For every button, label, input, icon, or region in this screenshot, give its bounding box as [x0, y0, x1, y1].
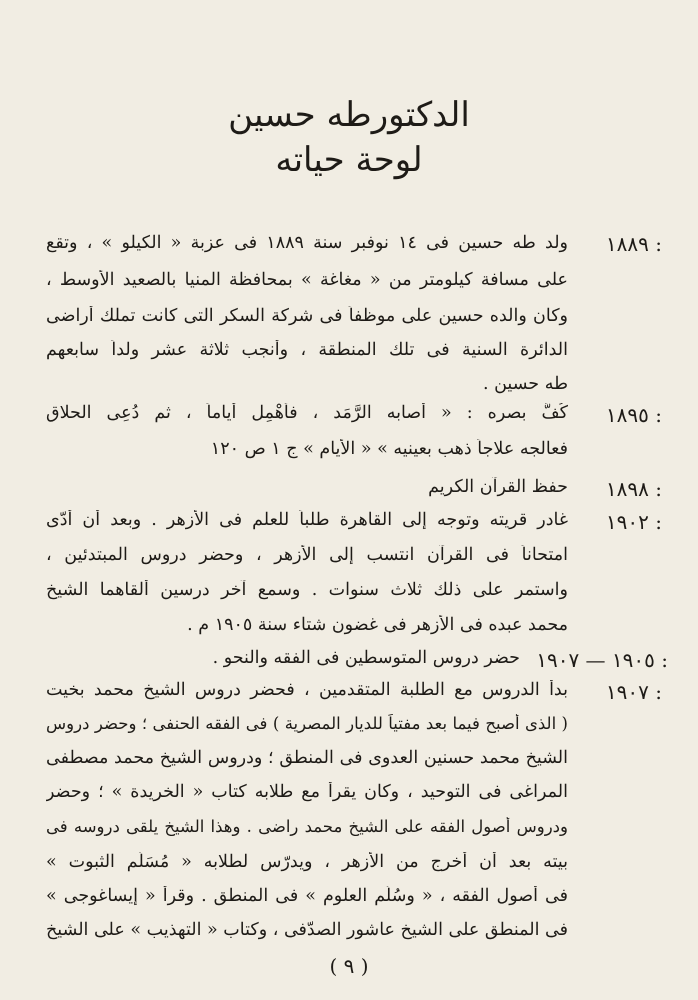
entry-line: محمد عبده فى الأزهر فى غضون شتاء سنة ١٩٠٥ م .	[187, 615, 568, 635]
entry-line: حضر دروس المتوسطين فى الفقه والنحو .	[212, 648, 520, 668]
entry-year: ١٨٩٨ :	[605, 477, 662, 501]
page-number: ( ٩ )	[329, 954, 369, 978]
entry-year: ١٩٠٧ :	[605, 680, 662, 704]
entry-line: فعالجه علاجاً ذهب بعينيه » « الأيام » ج ١ ص ١٢٠	[210, 439, 568, 459]
page-subtitle: لوحة حياته	[275, 140, 423, 180]
entry-line: ودروس أصول الفقه على الشيخ محمد راضى . وهذا الشيخ يلقى دروسه فى	[46, 817, 568, 836]
entry-line: طه حسين .	[482, 374, 568, 394]
entry-year: ١٩٠٥ — ١٩٠٧ :	[536, 648, 668, 672]
entry-line: ( الذى أصبح فيما بعد مفتياً للديار المصرية ) فى الفقه الحنفى ؛ وحضر دروس	[46, 714, 568, 733]
entry-line: المراغى فى التوحيد ، وكان يقرأ مع طلابه كتاب « الخريدة » ؛ وحضر	[46, 782, 568, 802]
entry-line: فى أصول الفقه ، « وسُلّم العلوم » فى المنطق . وقرأ « إيساغوجى »	[46, 886, 568, 906]
entry-line: بدأ الدروس مع الطلبة المتقدمين ، فحضر دروس الشيخ محمد بخيت	[46, 680, 568, 700]
entry-line: غادر قريته وتوجه إلى القاهرة طلباً للعلم فى الأزهر . وبعد أن أدّى	[46, 510, 568, 530]
entry-line: وكان والده حسين على موظفاً فى شركة السكر التى كانت تملك أراضى	[46, 306, 568, 326]
entry-line: فى المنطق على الشيخ عاشور الصدّفى ، وكتاب « التهذيب » على الشيخ	[46, 920, 568, 940]
entry-year: ١٨٨٩ :	[605, 232, 662, 256]
entry-year: ١٩٠٢ :	[605, 510, 662, 534]
entry-line: بيته بعد أن أخرج من الأزهر ، ويدرّس لطلابه « مُسَلَّم الثبوت »	[46, 852, 568, 872]
entry-year: ١٨٩٥ :	[605, 403, 662, 427]
entry-line: الشيخ محمد حسنين العدوى فى المنطق ؛ ودروس الشيخ محمد مصطفى	[46, 748, 568, 768]
entry-line: على مسافة كيلومتر من « مغاغة » بمحافظة المنيا بالصعيد الأوسط ،	[46, 270, 568, 290]
entry-line: حفظ القرآن الكريم	[428, 477, 568, 497]
entry-line: ولد طه حسين فى ١٤ نوفبر سنة ١٨٨٩ فى عزبة « الكيلو » ، وتقع	[46, 233, 568, 253]
page-title: الدكتورطه حسين	[228, 95, 470, 135]
entry-line: امتحاناً فى القرآن انتسب إلى الأزهر ، وحضر دروس المبتدئين ،	[46, 545, 568, 565]
entry-line: واستمر على ذلك ثلاث سنوات . وسمع آخر درسين ألقاهما الشيخ	[46, 580, 568, 600]
entry-line: كُفَّ بصره : « أصابه الرَّمَد ، فأُهْمِل أياماً ، ثم دُعِى الحلاق	[46, 403, 568, 423]
entry-line: الدائرة السنية فى تلك المنطقة ، وأنجب ثلاثة عشر ولداً سابعهم	[46, 340, 568, 360]
